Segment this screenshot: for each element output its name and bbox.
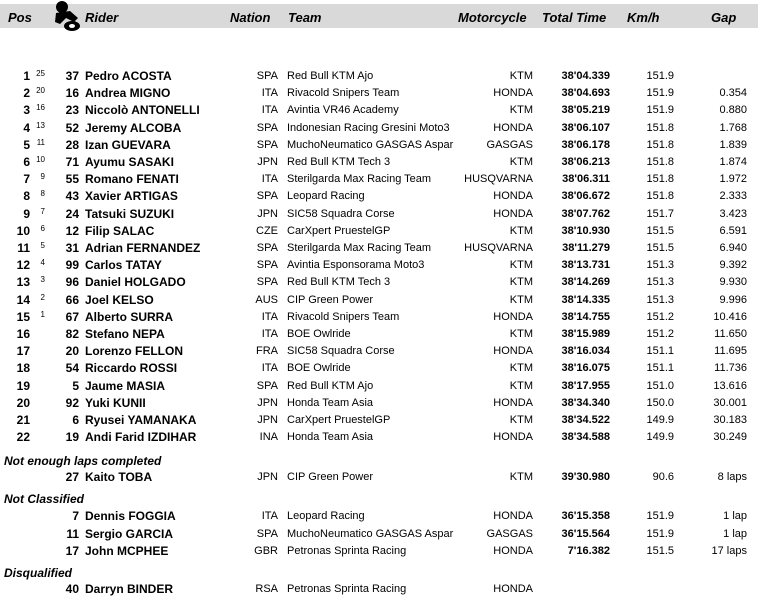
rider-name: Jeremy ALCOBA: [85, 121, 182, 135]
time-gap: 11.650: [714, 328, 747, 340]
time-gap: 1.972: [719, 173, 747, 185]
rider-name: Izan GUEVARA: [85, 138, 171, 152]
position-number: 4: [23, 121, 30, 135]
rider-nation: CZE: [256, 225, 278, 237]
motorcycle-make: HONDA: [493, 431, 533, 443]
average-speed: 151.3: [646, 276, 674, 288]
rider-nation: SPA: [256, 259, 278, 271]
team-name: CIP Green Power: [287, 471, 374, 483]
team-name: MuchoNeumatico GASGAS Aspar: [287, 139, 454, 151]
rider-number: 5: [72, 379, 79, 393]
time-gap: 30.001: [713, 397, 747, 409]
rider-number: 16: [65, 86, 79, 100]
average-speed: 151.2: [646, 328, 674, 340]
time-gap: 30.249: [713, 431, 747, 443]
header-gap: Gap: [711, 10, 737, 25]
rider-nation: ITA: [261, 104, 278, 116]
result-row: [0, 378, 758, 395]
rider-number: 23: [65, 103, 79, 117]
rider-name: Darryn BINDER: [85, 582, 174, 596]
time-gap: 6.940: [719, 242, 747, 254]
rider-number: 52: [65, 121, 79, 135]
time-gap: 1.839: [719, 139, 747, 151]
team-name: Petronas Sprinta Racing: [287, 583, 407, 595]
team-name: Avintia Esponsorama Moto3: [287, 259, 425, 271]
header-kmh: Km/h: [627, 10, 660, 25]
rider-number: 12: [65, 224, 79, 238]
total-time: 38'06.178: [561, 139, 610, 151]
header-team: Team: [288, 10, 322, 25]
total-time: 38'05.219: [561, 104, 610, 116]
position-number: 12: [16, 258, 30, 272]
time-gap: 30.183: [713, 414, 747, 426]
rider-name: Yuki KUNII: [85, 396, 146, 410]
total-time: 38'06.311: [562, 173, 610, 185]
team-name: Honda Team Asia: [287, 397, 374, 409]
motorcycle-make: KTM: [509, 70, 533, 82]
rider-number: 19: [65, 430, 79, 444]
rider-name: Xavier ARTIGAS: [85, 189, 178, 203]
total-time: 36'15.564: [561, 528, 610, 540]
motorcycle-make: HONDA: [493, 311, 533, 323]
position-number: 6: [23, 155, 30, 169]
header-motorcycle: Motorcycle: [458, 10, 527, 25]
motorcycle-make: GASGAS: [486, 139, 533, 151]
rider-name: Tatsuki SUZUKI: [85, 207, 175, 221]
time-gap: 3.423: [719, 208, 747, 220]
rider-nation: SPA: [256, 276, 278, 288]
rider-number: 17: [65, 544, 79, 558]
position-number: 13: [16, 275, 30, 289]
result-row: [0, 326, 758, 343]
time-gap: 9.392: [719, 259, 747, 271]
result-row: [0, 543, 758, 560]
result-row: [0, 68, 758, 85]
total-time: 38'15.989: [561, 328, 610, 340]
rider-name: Andrea MIGNO: [85, 86, 171, 100]
rider-nation: GBR: [254, 545, 278, 557]
rider-number: 82: [65, 327, 79, 341]
position-number: 9: [23, 207, 30, 221]
rider-nation: SPA: [256, 70, 278, 82]
rider-nation: RSA: [255, 583, 278, 595]
rider-number: 37: [65, 69, 79, 83]
total-time: 38'06.213: [561, 156, 610, 168]
time-gap: 1.768: [719, 122, 747, 134]
average-speed: 151.8: [646, 122, 674, 134]
rider-name: Andi Farid IZDIHAR: [85, 430, 197, 444]
average-speed: 151.3: [646, 259, 674, 271]
total-time: 38'17.955: [561, 380, 610, 392]
rider-nation: ITA: [261, 173, 278, 185]
result-row: [0, 581, 758, 598]
total-time: 38'13.731: [561, 259, 610, 271]
result-row: [0, 292, 758, 309]
header-total-time: Total Time: [542, 10, 607, 25]
rider-name: Riccardo ROSSI: [85, 361, 178, 375]
rider-name: Jaume MASIA: [85, 379, 166, 393]
motorcycle-make: GASGAS: [486, 528, 533, 540]
total-time: 38'04.339: [561, 70, 610, 82]
rider-number: 66: [65, 293, 79, 307]
result-row: [0, 85, 758, 102]
time-gap: 13.616: [713, 380, 747, 392]
position-number: 11: [17, 241, 30, 255]
motorcycle-make: HONDA: [493, 122, 533, 134]
motorcycle-make: KTM: [509, 414, 533, 426]
result-row: [0, 188, 758, 205]
rider-name: Ryusei YAMANAKA: [85, 413, 197, 427]
rider-nation: ITA: [261, 311, 278, 323]
time-gap: 11.695: [714, 345, 747, 357]
result-row: [0, 120, 758, 137]
rider-nation: SPA: [256, 122, 278, 134]
result-row: [0, 429, 758, 446]
result-row: [0, 469, 758, 486]
rider-nation: SPA: [256, 528, 278, 540]
position-number: 10: [16, 224, 30, 238]
result-row: [0, 274, 758, 291]
grid-position: 11: [36, 138, 45, 147]
motorcycle-make: HONDA: [493, 397, 533, 409]
rider-number: 7: [72, 509, 79, 523]
total-time: 38'16.034: [561, 345, 610, 357]
team-name: Avintia VR46 Academy: [287, 104, 399, 116]
rider-name: Adrian FERNANDEZ: [85, 241, 201, 255]
rider-number: 20: [65, 344, 79, 358]
rider-number: 92: [65, 396, 79, 410]
motorcycle-make: KTM: [509, 380, 533, 392]
rider-name: Pedro ACOSTA: [85, 69, 172, 83]
team-name: Red Bull KTM Ajo: [287, 70, 374, 82]
total-time: 38'06.672: [561, 190, 610, 202]
grid-position: 8: [40, 189, 45, 198]
rider-nation: FRA: [256, 345, 278, 357]
rider-nation: ITA: [261, 510, 278, 522]
total-time: 38'11.279: [562, 242, 610, 254]
time-gap: 2.333: [719, 190, 747, 202]
total-time: 38'16.075: [561, 362, 610, 374]
motorcycle-make: HONDA: [493, 345, 533, 357]
rider-nation: SPA: [256, 242, 278, 254]
rider-name: Daniel HOLGADO: [85, 275, 186, 289]
grid-position: 9: [40, 172, 45, 181]
rider-nation: JPN: [257, 208, 278, 220]
position-number: 20: [16, 396, 30, 410]
rider-number: 54: [65, 361, 79, 375]
time-gap: 17 laps: [711, 545, 747, 557]
grid-position: 7: [40, 207, 45, 216]
rider-name: Sergio GARCIA: [85, 527, 174, 541]
time-gap: 8 laps: [717, 471, 747, 483]
total-time: 38'06.107: [561, 122, 610, 134]
total-time: 7'16.382: [567, 545, 610, 557]
average-speed: 151.2: [646, 311, 674, 323]
rider-nation: ITA: [261, 87, 278, 99]
team-name: Honda Team Asia: [287, 431, 374, 443]
average-speed: 151.9: [646, 104, 674, 116]
average-speed: 151.8: [646, 139, 674, 151]
motorcycle-make: HUSQVARNA: [464, 173, 533, 185]
rider-name: John MCPHEE: [85, 544, 169, 558]
section-heading: Not Classified: [4, 492, 85, 506]
team-name: CarXpert PruestelGP: [287, 225, 391, 237]
time-gap: 9.930: [719, 276, 747, 288]
total-time: 38'14.335: [561, 294, 610, 306]
rider-name: Lorenzo FELLON: [85, 344, 183, 358]
motorcycle-make: HONDA: [493, 190, 533, 202]
team-name: Rivacold Snipers Team: [287, 87, 400, 99]
rider-nation: AUS: [255, 294, 278, 306]
rider-name: Kaito TOBA: [85, 470, 153, 484]
motorcycle-make: KTM: [509, 225, 533, 237]
motorcycle-make: KTM: [509, 259, 533, 271]
average-speed: 151.5: [646, 225, 674, 237]
position-number: 3: [23, 103, 30, 117]
rider-number: 27: [65, 470, 79, 484]
rider-name: Joel KELSO: [85, 293, 154, 307]
average-speed: 151.9: [646, 510, 674, 522]
motorcycle-make: HONDA: [493, 87, 533, 99]
total-time: 38'14.269: [561, 276, 610, 288]
time-gap: 0.880: [719, 104, 747, 116]
rider-number: 11: [66, 527, 79, 541]
position-number: 18: [16, 361, 30, 375]
section-heading: Not enough laps completed: [4, 454, 162, 468]
rider-nation: JPN: [257, 156, 278, 168]
rider-nation: SPA: [256, 380, 278, 392]
team-name: Petronas Sprinta Racing: [287, 545, 407, 557]
header-rider: Rider: [85, 10, 119, 25]
motorcycle-make: HONDA: [493, 208, 533, 220]
rider-number: 24: [65, 207, 79, 221]
rider-name: Niccolò ANTONELLI: [85, 103, 200, 117]
time-gap: 1 lap: [723, 510, 747, 522]
section-heading: Disqualified: [4, 566, 73, 580]
grid-position: 4: [40, 258, 45, 267]
average-speed: 151.9: [646, 87, 674, 99]
rider-name: Dennis FOGGIA: [85, 509, 176, 523]
rider-nation: JPN: [257, 471, 278, 483]
average-speed: 151.1: [646, 345, 674, 357]
rider-nation: SPA: [256, 139, 278, 151]
motorcycle-make: KTM: [509, 471, 533, 483]
motorcycle-make: KTM: [509, 276, 533, 288]
rider-nation: JPN: [257, 397, 278, 409]
rider-number: 96: [65, 275, 79, 289]
rider-nation: SPA: [256, 190, 278, 202]
team-name: Sterilgarda Max Racing Team: [287, 173, 432, 185]
time-gap: 10.416: [713, 311, 747, 323]
team-name: Sterilgarda Max Racing Team: [287, 242, 432, 254]
time-gap: 11.736: [714, 362, 747, 374]
position-number: 17: [16, 344, 30, 358]
rider-number: 31: [65, 241, 79, 255]
rider-nation: INA: [259, 431, 278, 443]
rider-number: 43: [65, 189, 79, 203]
average-speed: 151.8: [646, 190, 674, 202]
result-row: [0, 309, 758, 326]
rider-number: 67: [65, 310, 79, 324]
position-number: 15: [16, 310, 30, 324]
grid-position: 6: [40, 224, 45, 233]
position-number: 21: [16, 413, 30, 427]
total-time: 38'34.340: [561, 397, 610, 409]
rider-number: 55: [65, 172, 79, 186]
team-name: Rivacold Snipers Team: [287, 311, 400, 323]
result-row: [0, 412, 758, 429]
result-row: [0, 343, 758, 360]
rider-name: Stefano NEPA: [85, 327, 165, 341]
rider-name: Ayumu SASAKI: [85, 155, 174, 169]
position-number: 19: [16, 379, 30, 393]
result-row: [0, 257, 758, 274]
team-name: Red Bull KTM Tech 3: [287, 276, 391, 288]
team-name: Red Bull KTM Tech 3: [287, 156, 391, 168]
total-time: 38'14.755: [561, 311, 610, 323]
header-pos: Pos: [8, 10, 32, 25]
time-gap: 1.874: [719, 156, 747, 168]
grid-position: 2: [40, 293, 45, 302]
motorcycle-make: HONDA: [493, 545, 533, 557]
grid-position: 3: [40, 275, 45, 284]
rider-nation: ITA: [261, 328, 278, 340]
rider-nation: ITA: [261, 362, 278, 374]
rider-name: Alberto SURRA: [85, 310, 174, 324]
total-time: 38'10.930: [561, 225, 610, 237]
average-speed: 151.9: [646, 528, 674, 540]
position-number: 16: [16, 327, 30, 341]
motorcycle-make: KTM: [509, 294, 533, 306]
position-number: 7: [23, 172, 30, 186]
time-gap: 9.996: [719, 294, 747, 306]
position-number: 1: [23, 69, 30, 83]
average-speed: 151.1: [646, 362, 674, 374]
position-number: 14: [16, 293, 30, 307]
result-row: [0, 223, 758, 240]
average-speed: 151.7: [646, 208, 674, 220]
average-speed: 151.3: [646, 294, 674, 306]
result-row: [0, 508, 758, 525]
grid-position: 13: [36, 121, 45, 130]
result-row: [0, 137, 758, 154]
motorcycle-make: HUSQVARNA: [464, 242, 533, 254]
team-name: CIP Green Power: [287, 294, 374, 306]
motorcycle-make: HONDA: [493, 510, 533, 522]
position-number: 22: [16, 430, 30, 444]
grid-position: 25: [36, 69, 45, 78]
team-name: MuchoNeumatico GASGAS Aspar: [287, 528, 454, 540]
average-speed: 90.6: [652, 471, 674, 483]
team-name: SIC58 Squadra Corse: [287, 208, 395, 220]
team-name: BOE Owlride: [287, 328, 351, 340]
team-name: Leopard Racing: [287, 190, 365, 202]
result-row: [0, 154, 758, 171]
result-row: [0, 395, 758, 412]
rider-nation: JPN: [257, 414, 278, 426]
average-speed: 149.9: [646, 414, 674, 426]
grid-position: 10: [36, 155, 45, 164]
team-name: CarXpert PruestelGP: [287, 414, 391, 426]
average-speed: 151.8: [646, 156, 674, 168]
position-number: 5: [23, 138, 30, 152]
grid-position: 16: [36, 103, 45, 112]
header-nation: Nation: [230, 10, 271, 25]
time-gap: 6.591: [719, 225, 747, 237]
total-time: 36'15.358: [561, 510, 610, 522]
rider-name: Carlos TATAY: [85, 258, 162, 272]
team-name: SIC58 Squadra Corse: [287, 345, 395, 357]
average-speed: 151.5: [646, 545, 674, 557]
time-gap: 0.354: [719, 87, 747, 99]
result-row: [0, 360, 758, 377]
grid-position: 1: [40, 310, 45, 319]
grid-position: 20: [36, 86, 45, 95]
team-name: BOE Owlride: [287, 362, 351, 374]
position-number: 2: [23, 86, 30, 100]
total-time: 38'34.588: [561, 431, 610, 443]
average-speed: 151.5: [646, 242, 674, 254]
rider-number: 99: [65, 258, 79, 272]
result-row: [0, 171, 758, 188]
time-gap: 1 lap: [723, 528, 747, 540]
team-name: Leopard Racing: [287, 510, 365, 522]
average-speed: 151.8: [646, 173, 674, 185]
result-row: [0, 526, 758, 543]
rider-number: 6: [72, 413, 79, 427]
average-speed: 151.0: [646, 380, 674, 392]
position-number: 8: [23, 189, 30, 203]
total-time: 38'04.693: [561, 87, 610, 99]
rider-number: 71: [65, 155, 79, 169]
result-row: [0, 102, 758, 119]
result-row: [0, 206, 758, 223]
motorcycle-make: KTM: [509, 156, 533, 168]
rider-number: 40: [65, 582, 79, 596]
average-speed: 149.9: [646, 431, 674, 443]
average-speed: 151.9: [646, 70, 674, 82]
rider-name: Filip SALAC: [85, 224, 155, 238]
grid-position: 5: [40, 241, 45, 250]
motorcycle-make: HONDA: [493, 583, 533, 595]
team-name: Red Bull KTM Ajo: [287, 380, 374, 392]
total-time: 38'07.762: [561, 208, 610, 220]
rider-name: Romano FENATI: [85, 172, 179, 186]
total-time: 39'30.980: [561, 471, 610, 483]
total-time: 38'34.522: [561, 414, 610, 426]
rider-number: 28: [65, 138, 79, 152]
motorcycle-make: KTM: [509, 362, 533, 374]
motorcycle-make: KTM: [509, 104, 533, 116]
result-row: [0, 240, 758, 257]
average-speed: 150.0: [646, 397, 674, 409]
motorcycle-make: KTM: [509, 328, 533, 340]
team-name: Indonesian Racing Gresini Moto3: [287, 122, 450, 134]
